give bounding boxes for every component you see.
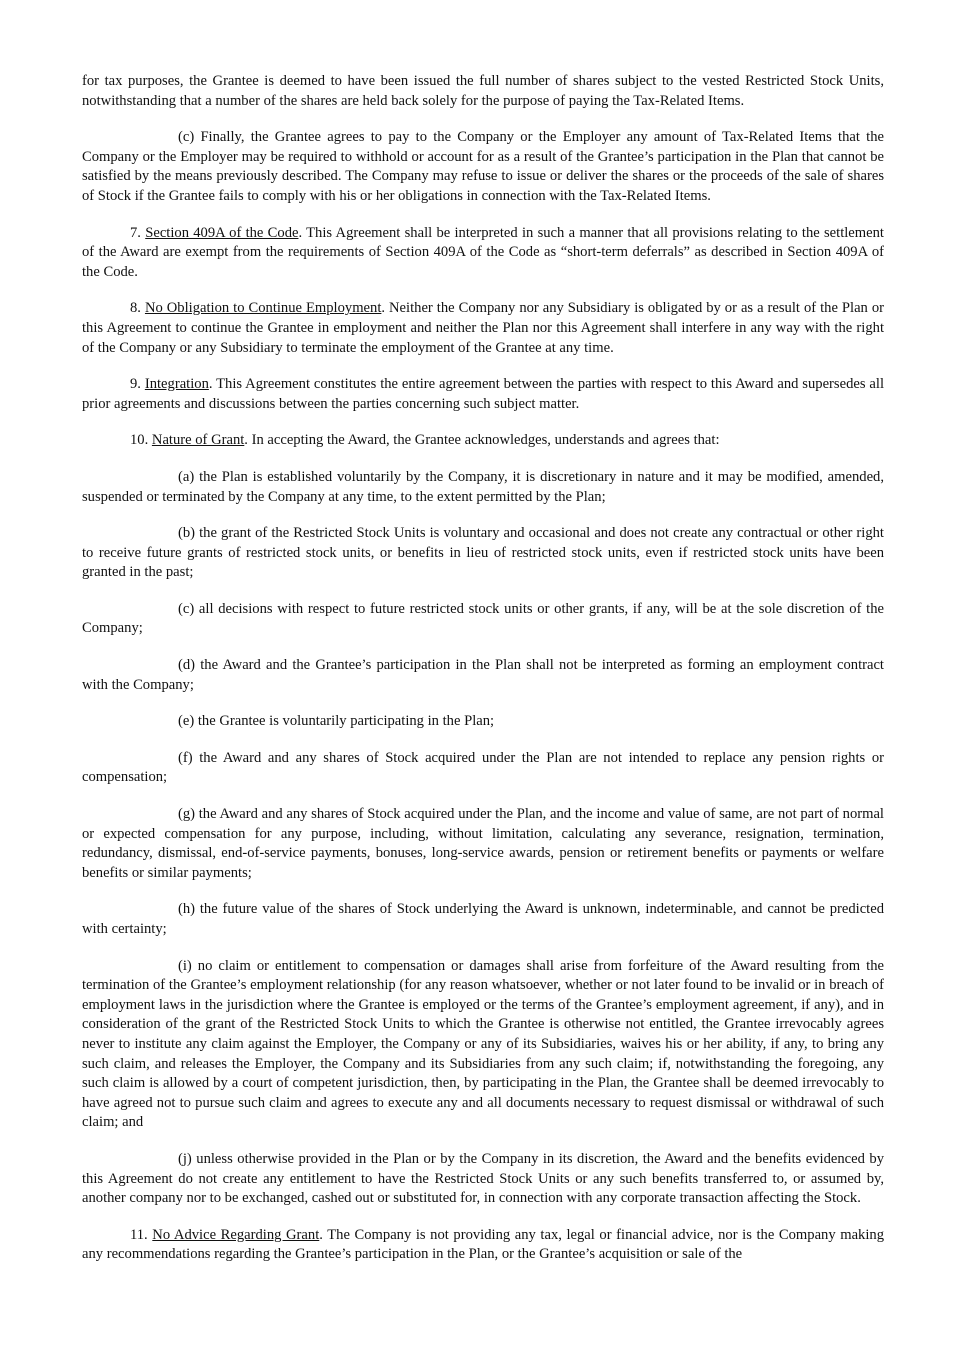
clause-c: (c) all decisions with respect to future restricted stock units or other grants, if any, will be at the sole discretion of the Company; [82, 600, 884, 637]
document-page [82, 72, 884, 1282]
clause-g: (g) the Award and any shares of Stock acquired under the Plan, and the income and value of same, are not part of normal or expected compensation for any purpose, including, without limitation, calculating any severance, resignation, termination, redundancy, dismissal, end-of-service payments, bonuses, long-service awards, pension or retirement benefits or payments or welfare benefits or similar payments; [82, 806, 884, 881]
section-7 [82, 224, 884, 283]
clause-h: (h) the future value of the shares of Stock underlying the Award is unknown, indeterminable, and cannot be predicted with certainty; [82, 901, 884, 937]
section-8-body: . Neither the Company nor any Subsidiary is obligated by or as a result of the Plan or this Agreement to continue the Grantee in employment and neither the Plan nor this Agreement shall interfere in any way with the right of the Company or any Subsidiary to terminate the employment of the Grantee at any time. [82, 300, 884, 356]
clause-i: (i) no claim or entitlement to compensation or damages shall arise from forfeiture of the Award resulting from the termination of the Grantee’s employment relationship (for any reason whatsoever, whether or not later found to be invalid or in breach of employment laws in the jurisdiction where the Grantee is employed or the terms of the Grantee’s employment agreement, if any), and in consideration of the grant of the Restricted Stock Units to which the Grantee is otherwise not entitled, the Grantee irrevocably agrees never to institute any claim against the Employer, the Company or any of its Subsidiaries, waives his or her ability, if any, to bring any such claim, and releases the Employer, the Company and its Subsidiaries from any such claim; if, notwithstanding the foregoing, any such claim is allowed by a court of competent jurisdiction, then, by participating in the Plan, the Grantee shall be deemed irrevocably to have agreed not to pursue such claim and agrees to execute any and all documents necessary to request dismissal or withdrawal of such claim; and [82, 957, 884, 1131]
section-8-number: 8. [130, 300, 141, 317]
section-9-heading: Integration [144, 376, 209, 393]
section-10-number: 10. [130, 432, 149, 449]
section-9-body: . This Agreement constitutes the entire agreement between the parties with respect to this Award and supersedes all prior agreements and discussions between the parties concerning such subject matter. [82, 376, 884, 412]
section-9 [82, 375, 884, 414]
clause-b: (b) the grant of the Restricted Stock Units is voluntary and occasional and does not create any contractual or other right to receive future grants of restricted stock units, or benefits in lieu of restricted stock units, even if restricted stock units have been granted in the past; [82, 525, 884, 581]
clause-d: (d) the Award and the Grantee’s participation in the Plan shall not be interpreted as forming an employment contract with the Company; [82, 657, 884, 693]
section-11-heading: No Advice Regarding Grant [152, 1226, 320, 1243]
section-8-heading: No Obligation to Continue Employment [144, 300, 382, 317]
paragraph-6c: (c) Finally, the Grantee agrees to pay to the Company or the Employer any amount of Tax-Related Items that the Company or the Employer may be required to withhold or account for as a result of the Grantee’s participation in the Plan that cannot be satisfied by the means previously described. The Company may refuse to issue or deliver the shares or the proceeds of the sale of shares of Stock if the Grantee fails to comply with his or her obligations in connection with the Tax-Related Items. [82, 129, 884, 204]
section-10-body: . In accepting the Award, the Grantee acknowledges, understands and agrees that: [244, 432, 720, 449]
clause-a: (a) the Plan is established voluntarily by the Company, it is discretionary in nature and it may be modified, amended, suspended or terminated by the Company at any time, to the extent permitted by the Plan; [82, 468, 884, 505]
section-10-heading: Nature of Grant [151, 432, 245, 449]
paragraph-tax-purposes: for tax purposes, the Grantee is deemed to have been issued the full number of shares subject to the vested Restricted Stock Units, notwithstanding that a number of the shares are held back solely for the purpose of paying the Tax-Related Items. [82, 73, 884, 109]
section-11-body: . The Company is not providing any tax, legal or financial advice, nor is the Company making any recommendations regarding the Grantee’s participation in the Plan, or the Grantee’s acquisition or sale of the [82, 1226, 885, 1263]
section-7-number: 7. [130, 224, 141, 241]
section-7-heading: Section 409A of the Code [145, 224, 299, 241]
section-9-number: 9. [130, 376, 141, 393]
section-10 [82, 431, 884, 451]
clause-j: (j) unless otherwise provided in the Plan or by the Company in its discretion, the Award and the benefits evidenced by this Agreement do not create any entitlement to have the Restricted Stock Units or any such benefits transferred to, or assumed by, another company nor to be exchanged, cashed out or substituted for, in connection with any corporate transaction affecting the Stock. [82, 1150, 884, 1207]
section-11 [82, 1226, 884, 1265]
clause-e: (e) the Grantee is voluntarily participating in the Plan; [178, 713, 495, 730]
section-8 [82, 299, 884, 358]
section-7-body: . This Agreement shall be interpreted in such a manner that all provisions relating to the settlement of the Award are exempt from the requirements of Section 409A of the Code as “short-term deferrals” as described in Section 409A of the Code. [82, 224, 884, 280]
section-11-number: 11. [130, 1226, 148, 1243]
clause-f: (f) the Award and any shares of Stock acquired under the Plan are not intended to replace any pension rights or compensation; [82, 749, 884, 786]
